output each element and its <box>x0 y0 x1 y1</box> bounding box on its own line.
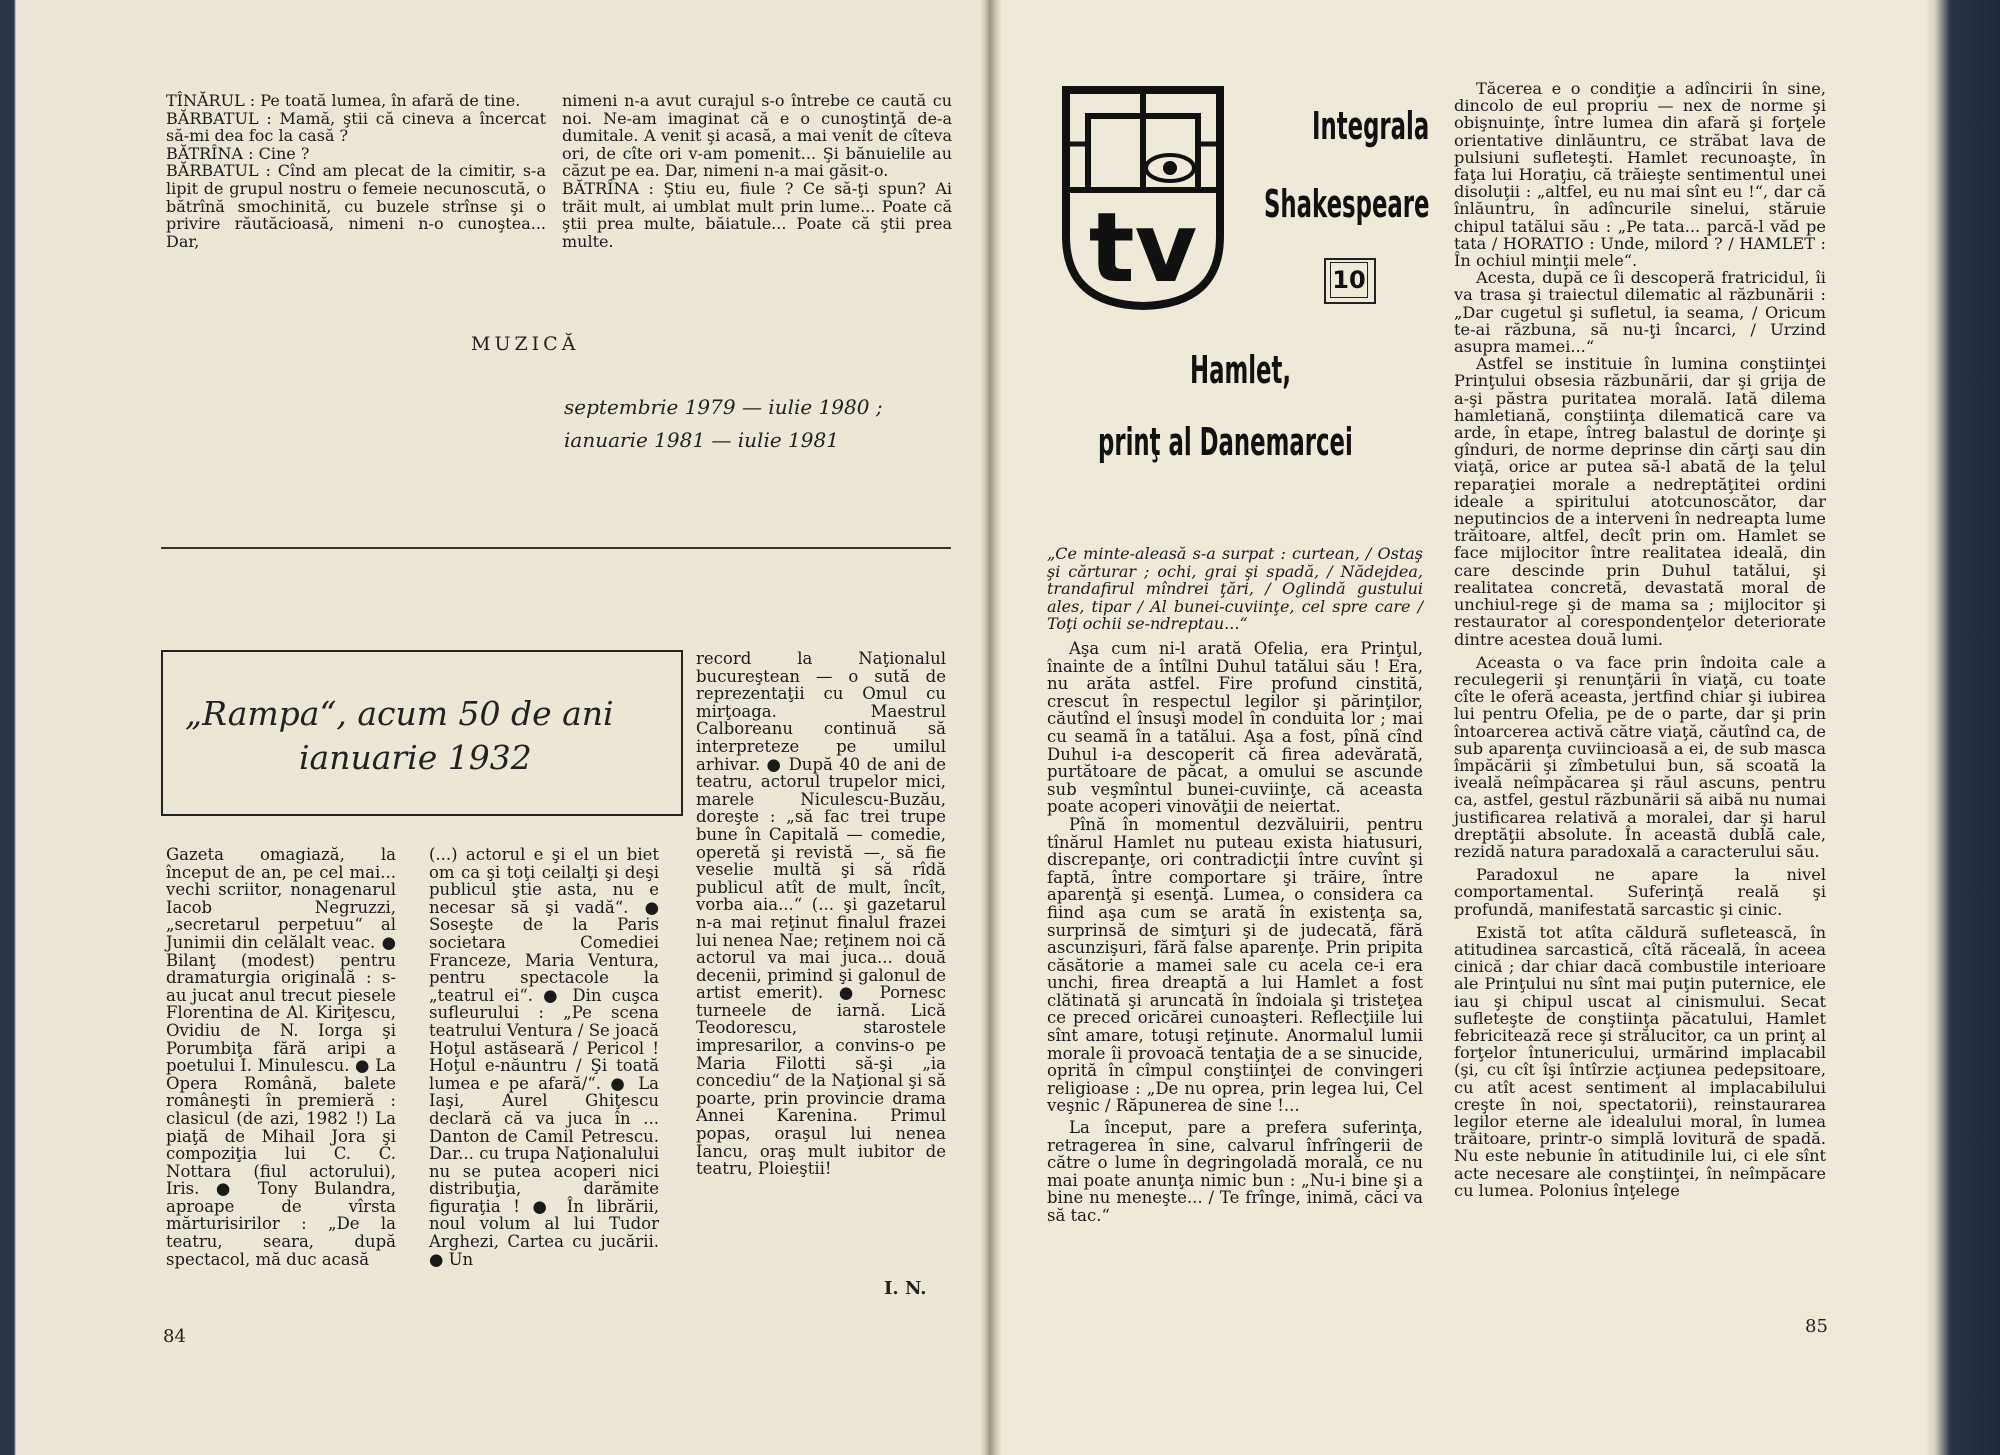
right-page <box>1002 0 1925 1455</box>
paragraph: Pînă în momentul dezvăluirii, pentru tînărul Hamlet nu puteau exista hiatusuri, discrepanţe, ori contradicţii între cuvînt şi faptă, între comportare şi trăire, între aparenţă şi esenţă. Lumea, o considera ca fiind aşa cum se arată în existenţa sa, surprinsă de simţuri şi de judecată, fără ascunzişuri, fără false aparenţe. Prin pripita căsătorie a mamei sale cu acela ce-i era unchi, firea dreaptă a lui Hamlet a fost clătinată şi aruncată în îndoiala şi tristeţea ce preced oricărei cunoaşteri. Reflecţiile lui sînt amare, totuşi reţinute. Anormalul lumii morale îi provoacă tentaţia de a se sinucide, oprită în cîmpul conştiinţei de convingeri religioase : „De nu oprea, prin legea lui, Cel veşnic / Răpunerea de sine !... <box>1047 814 1423 1116</box>
paragraph: Tăcerea e o condiţie a adîncirii în sine, dincolo de eul propriu — nex de norme şi obişnuinţe, între lumea din afară şi forţele orientative dinlăuntru, ce străbat lava de pulsiuni sufleteşti. Hamlet recunoaşte, în faţa lui Horaţiu, că trăieşte sentimentul unei disoluţii : „altfel, eu nu mai sînt eu !“, dar că înlăuntru, în adîncurile sinelui, stăruie chipul tatălui său : „Pe tata... parcă-l văd pe tata / HORATIO : Unde, milord ? / HAMLET : În ochiul minţii mele“. <box>1454 79 1826 271</box>
article-column-3: record la Naţionalul bucureştean — o sută de reprezentaţii cu Omul cu mirţoaga. Maestrul Calboreanu continuă să interpreteze pe umilul arhivar. ● După 40 de ani de teatru, actorul trupelor mici, marele Niculescu-Buzău, doreşte : „să fac trei trupe bune în Capitală — comedie, operetă şi revistă —, să fie veselie multă şi să rîdă publicul atît de mult, încît, vorba aia...“ (... şi gazetarul n-a mai reţinut finalul frazei lui nenea Nae; reţinem noi că actorul va mai juca... două decenii, primind şi galonul de artist emerit). ● Pornesc turneele de iarnă. Lică Teodorescu, starostele impresarilor, a convins-o pe Maria Filotti să-şi „ia concediu“ de la Naţional şi să poarte, prin provincie drama Annei Karenina. Primul popas, oraşul lui nenea Iancu, oraş mult iubitor de teatru, Ploieştii! <box>696 649 946 1179</box>
series-number-box <box>1324 258 1376 304</box>
period-1: septembrie 1979 — iulie 1980 ; <box>564 395 883 419</box>
period-2: ianuarie 1981 — iulie 1981 <box>564 428 839 452</box>
opening-quote: „Ce minte-aleasă s-a surpat : curtean, / Ostaş şi cărturar ; ochi, grai şi spadă, / Nădejdea, trandafirul mîndrei ţări, / Oglindă gustului ales, tipar / Al bunei-cuviinţe, cel spre care / Toţi ochii se-ndreptau...“ <box>1047 544 1423 634</box>
series-title-2: Shakespeare <box>1264 182 1430 226</box>
paragraph: Acesta, după ce îi descoperă fratricidul, îi va trasa şi traiectul dilematic al răzbunării : „Dar cugetul şi sufletul, ia seama, / Oricum te-ai răzbuna, să nu-ţi încarci, / Urzind asupra mamei...“ <box>1454 268 1826 357</box>
article-column-2: (...) actorul e şi el un biet om ca şi toţi ceilalţi şi deşi publicul ştie asta, nu e necesar să şi vadă“. ● Soseşte de la Paris societara Comediei Franceze, Maria Ventura, pentru spectacole la „teatrul ei“. ● Din cuşca sufleurului : „Pe scena teatrului Ventura / Se joacă Hoţul astăseară / Pericol ! Hoţul e-năuntru / Şi toată lumea e pe afară/“. ● La Iaşi, Aurel Ghiţescu declară că va juca în ... Danton de Camil Petrescu. Dar... cu trupa Naţionalului nu se putea acoperi nici distribuţia, darămite figuraţia ! ● În librării, noul volum al lui Tudor Arghezi, Cartea cu jucării. ● Un <box>429 845 659 1269</box>
article-column-1: Gazeta omagiază, la început de an, pe cel mai... vechi scriitor, nonagenarul Iacob Negruzzi, „secretarul perpetuu“ al Junimii din celălalt veac. ● Bilanţ (modest) pentru dramaturgia originală : s-au jucat anul trecut piesele Florentina de Al. Kiriţescu, Ovidiu de N. Iorga şi Porumbiţa fără aripi a poetului I. Minulescu. ● La Opera Română, balete româneşti în premieră : clasicul (de azi, 1982 !) La piaţă de Mihail Jora şi compoziţia lui C. C. Nottara (fiul actorului), Iris. ● Tony Bulandra, aproape de vîrsta mărturisirilor : „De la teatru, seara, după spectacol, mă duc acasă <box>166 845 396 1269</box>
article-title-2: prinţ al Danemarcei <box>1098 420 1353 464</box>
signature: I. N. <box>884 1278 927 1299</box>
paragraph: Astfel se instituie în lumina conştiinţei Prinţului obsesia răzbunării, dar şi grija de a-şi păstra puritatea morală. Iată dilema hamletiană, conştiinţa dilematică care va arde, în etape, întreg balastul de dorinţe şi gînduri, de norme deprinse din cărţi sau din viaţă, orice ar putea să-l abată de la ţelul reparaţiei morale a nedreptăţitei ordini ideale a spiritului atotcunoscător, dar neputincios de a interveni în nedreapta lume trăitoare, altfel, decît prin om. Hamlet se face mijlocitor între realitatea ideală, din care descinde prin Duhul tatălui, şi realitatea concretă, devastată moral de unchiul-rege şi de mama sa ; mijlocitor şi restaurator al corespondenţelor deteriorate dintre acestea două lumi. <box>1454 354 1826 649</box>
article-column-b <box>1454 80 1826 1199</box>
dialog-column-1 <box>166 92 546 250</box>
series-title-1: Integrala <box>1312 104 1430 148</box>
paragraph: Aşa cum ni-l arată Ofelia, era Prinţul, înainte de a întîlni Duhul tatălui său ! Era, nu arăta astfel. Fire profund cinstită, crescut în respectul legilor şi părinţilor, căutînd el însuşi model în conduita lor ; mai cu seamă în a tatălui. Aşa a fost, pînă cînd Duhul i-a descoperit că firea adevărată, purtătoare de păcat, a omului se ascunde sub veşmîntul bunei-cuviinţe, că aceasta poate acoperi vinovăţii de neiertat. <box>1047 639 1423 817</box>
dialog-line: TÎNĂRUL : Pe toată lumea, în afară de tine. <box>166 91 521 110</box>
dialog-column-2 <box>562 92 952 250</box>
page-number-left: 84 <box>163 1326 186 1347</box>
dialog-line: nimeni n-a avut curajul s-o întrebe ce caută cu noi. Ne-am imaginat că e o cunoştinţă de-a dumitale. A venit şi acasă, a mai venit de cîteva ori, de cîte ori v-am pomenit... Şi bănuielile au căzut pe ea. Dar, nimeni n-a mai găsit-o. <box>562 91 952 181</box>
divider-rule <box>161 547 951 549</box>
tv-logo-icon <box>1060 86 1226 310</box>
paragraph: Paradoxul ne apare la nivel comportamental. Suferinţă reală şi profundă, manifestată sarcastic şi cinic. <box>1454 865 1826 919</box>
paragraph: Există tot atîta căldură sufletească, în atitudinea sarcastică, cîtă răceală, în aceea cinică ; dar chiar dacă combustile interioare ale Prinţului nu sînt mai puţin puternice, ele iau şi chipul uscat al cinismului. Secat sufleteşte de conştiinţa păcatului, Hamlet febricitează rece şi strălucitor, ca un prinţ al forţelor întunericului, urmărind implacabil (şi, cu cît îşi întîrzie acţiunea pedepsitoare, cu atît acest sentiment al implacabilului creşte în noi, spectatorii), reinstaurarea legilor eterne ale idealului moral, în lumea trăitoare, printr-o simplă lovitură de spadă. Nu este nebunie în atitudinile lui, ci ele sînt acte necesare ale conştiinţei, în neîmpăcare cu lumea. Polonius înţelege <box>1454 922 1826 1200</box>
paragraph: La început, pare a prefera suferinţa, retragerea în sine, calvarul înfrîngerii de către o lume în degringoladă morală, ce nu mai poate anunţa nimic bun : „Nu-i bine şi a bine nu meneşte... / Te frînge, inimă, căci va să tac.“ <box>1047 1118 1423 1225</box>
dialog-line: BĂTRÎNA : Ştiu eu, fiule ? Ce să-ţi spun? Ai trăit mult, ai umblat mult prin lume... Poate că ştii prea multe, băiatule... Poate că ştii prea multe. <box>562 178 952 251</box>
tv-logo <box>1060 86 1226 310</box>
article-title-1: Hamlet, <box>1190 348 1292 392</box>
series-number: 10 <box>1330 262 1368 298</box>
article-column-a <box>1047 640 1423 1225</box>
rampa-title-box <box>161 650 683 816</box>
dialog-line: BĂTRÎNA : Cine ? <box>166 143 310 163</box>
page-number-right: 85 <box>1805 1316 1828 1337</box>
left-page <box>16 0 980 1455</box>
box-title-1: „Rampa“, acum 50 de ani <box>185 694 614 733</box>
paragraph: Aceasta o va face prin îndoita cale a reculegerii şi renunţării în viaţă, cu toate cîte le oferă aceasta, jertfind chiar şi iubirea lui pentru Ofelia, pe de o parte, dar şi prin întoarcerea activă către viaţă, căutînd ca, de sub aparenţa cuviincioasă a ei, de sub masca împăcării şi zîmbetului bun, să scoată la iveală neîmpăcarea şi răul ascuns, pentru ca, astfel, gestul răzbunării să aibă nu numai justificarea relativă a moralei, dar şi harul dreptăţii absolute. În această dublă cale, rezidă natura paradoxală a caracterului său. <box>1454 652 1826 861</box>
dialog-line: BĂRBATUL : Cînd am plecat de la cimitir, s-a lipit de grupul nostru o femeie necunoscută, o bătrînă smochinită, cu buzele strînse şi o privire răutăcioasă, nimeni n-o cunoştea... Dar, <box>166 161 546 251</box>
section-title: MUZICĂ <box>471 333 580 355</box>
box-title-2: ianuarie 1932 <box>299 738 532 777</box>
dialog-line: BĂRBATUL : Mamă, ştii că cineva a încercat să-mi dea foc la casă ? <box>166 108 546 146</box>
tv-letters: tv <box>1088 192 1198 304</box>
